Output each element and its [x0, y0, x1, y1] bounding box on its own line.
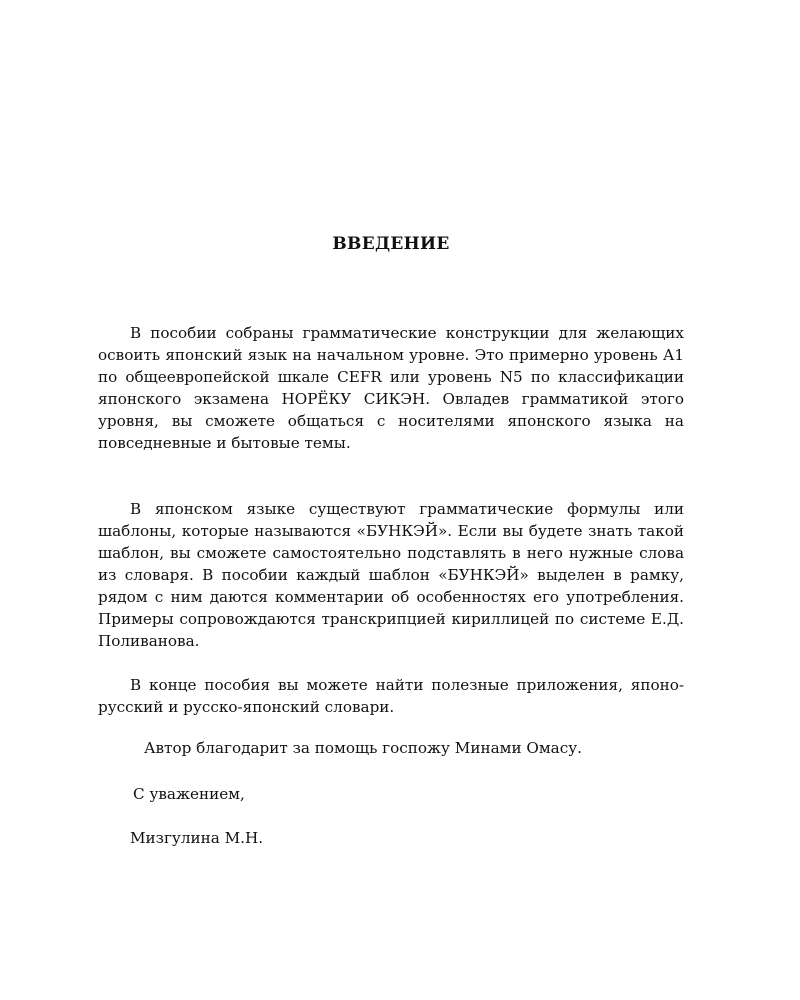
intro-paragraph-3: В конце пособия вы можете найти полезные приложения, японо-русский и русско-японский словари.	[98, 676, 684, 716]
acknowledgement-text: Автор благодарит за помощь госпожу Минами Омасу.	[144, 739, 582, 757]
intro-paragraph-2: В японском языке существуют грамматические формулы или шаблоны, которые называются «БУНКЭЙ». Если вы будете знать такой шаблон, вы сможете самостоятельно подставлять в него нужные слова из словаря. В пособии каждый шаблон «БУНКЭЙ» выделен в рамку, рядом с ним даются комментарии об особенностях его употребления. Примеры сопровождаются транскрипцией кириллицей по системе Е.Д. Поливанова.	[98, 500, 684, 650]
closing-text: С уважением,	[133, 785, 245, 803]
author-signature: Мизгулина М.Н.	[130, 829, 264, 847]
page-title: ВВЕДЕНИЕ	[332, 234, 450, 254]
intro-paragraph-1: В пособии собраны грамматические конструкции для желающих освоить японский язык на начальном уровне. Это примерно уровень А1 по общеевропейской шкале CEFR или уровень N5 по классификации японского экзамена НОРЁКУ СИКЭН. Овладев грамматикой этого уровня, вы сможете общаться с носителями японского языка на повседневные и бытовые темы.	[98, 324, 684, 452]
document-page	[98, 0, 684, 1000]
